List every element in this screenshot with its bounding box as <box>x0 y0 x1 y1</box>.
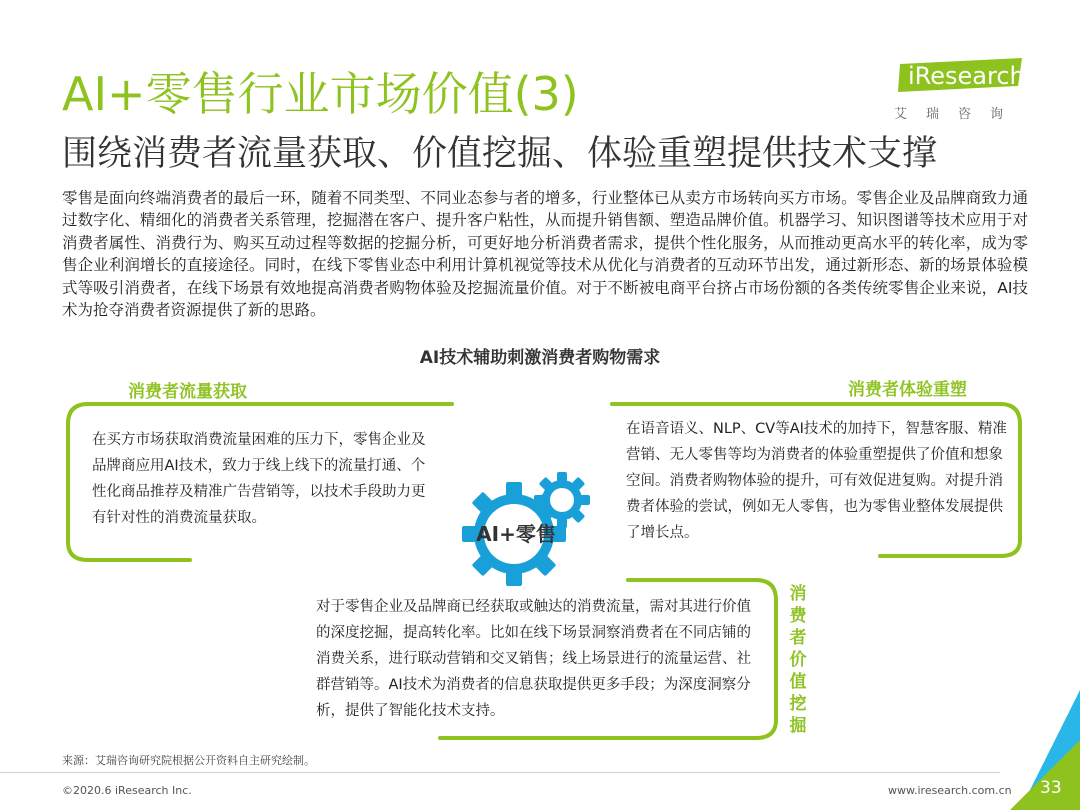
page-number: 33 <box>1040 778 1062 798</box>
experience-panel-text: 在语音语义、NLP、CV等AI技术的加持下，智慧客服、精准营销、无人零售等均为消费者的体验重塑提供了价值和想象空间。消费者购物体验的提升，可有效促进复购。对提升消费者体验的尝试，例如无人零售，也为零售业整体发展提供了增长点。 <box>626 421 1007 541</box>
section-heading: AI技术辅助刺激消费者购物需求 <box>419 348 661 368</box>
page-title: AI+零售行业市场价值(3) <box>62 67 579 121</box>
intro-paragraph: 零售是面向终端消费者的最后一环，随着不同类型、不同业态参与者的增多，行业整体已从卖方市场转向买方市场。零售企业及品牌商致力通过数字化、精细化的消费者关系管理，挖掘潜在客户、提升客户粘性，从而提升销售额、塑造品牌价值。机器学习、知识图谱等技术应用于对消费者属性、消费行为、购买互动过程等数据的挖掘分析，可更好地分析消费者需求，提供个性化服务，从而推动更高水平的转化率，成为零售企业利润增长的直接途径。同时，在线下零售业态中利用计算机视觉等技术从优化与消费者的互动环节出发，通过新形态、新的场景体验模式等吸引消费者，在线下场景有效地提高消费者购物体验及挖掘流量价值。对于不断被电商平台挤占市场份额的各类传统零售企业来说，AI技术为抢夺消费者资源提供了新的思路。 <box>62 189 1028 320</box>
logo-subtitle: 艾瑞咨询 <box>894 107 1023 122</box>
footer-divider <box>0 772 1000 773</box>
page-subtitle: 围绕消费者流量获取、价值挖掘、体验重塑提供技术支撑 <box>62 134 938 174</box>
website-link[interactable]: www.iresearch.com.cn <box>888 784 1012 797</box>
value-panel-title: 消费者价值挖掘 <box>789 584 807 736</box>
copyright: ©2020.6 iResearch Inc. <box>62 784 192 797</box>
traffic-panel-text: 在买方市场获取消费流量困难的压力下，零售企业及品牌商应用AI技术，致力于线上线下的流量打通、个性化商品推荐及精准广告营销等，以技术手段助力更有针对性的消费流量获取。 <box>92 432 426 526</box>
logo-wordmark <box>908 62 1025 90</box>
value-panel-text: 对于零售企业及品牌商已经获取或触达的消费流量，需对其进行价值的深度挖掘，提高转化率。比如在线下场景洞察消费者在不同店铺的消费关系，进行联动营销和交叉销售；线上场景进行的流量运营、社群营销等。AI技术为消费者的信息获取提供更多手段；为深度洞察分析，提供了智能化技术支持。 <box>316 599 751 719</box>
hub-label: AI+零售 <box>476 522 556 546</box>
logo-name: iResearch <box>908 62 1025 90</box>
traffic-panel-title: 消费者流量获取 <box>128 382 247 402</box>
corner-decoration <box>990 690 1080 810</box>
source-note: 来源：艾瑞咨询研究院根据公开资料自主研究绘制。 <box>62 754 315 767</box>
experience-panel-title: 消费者体验重塑 <box>848 380 967 400</box>
